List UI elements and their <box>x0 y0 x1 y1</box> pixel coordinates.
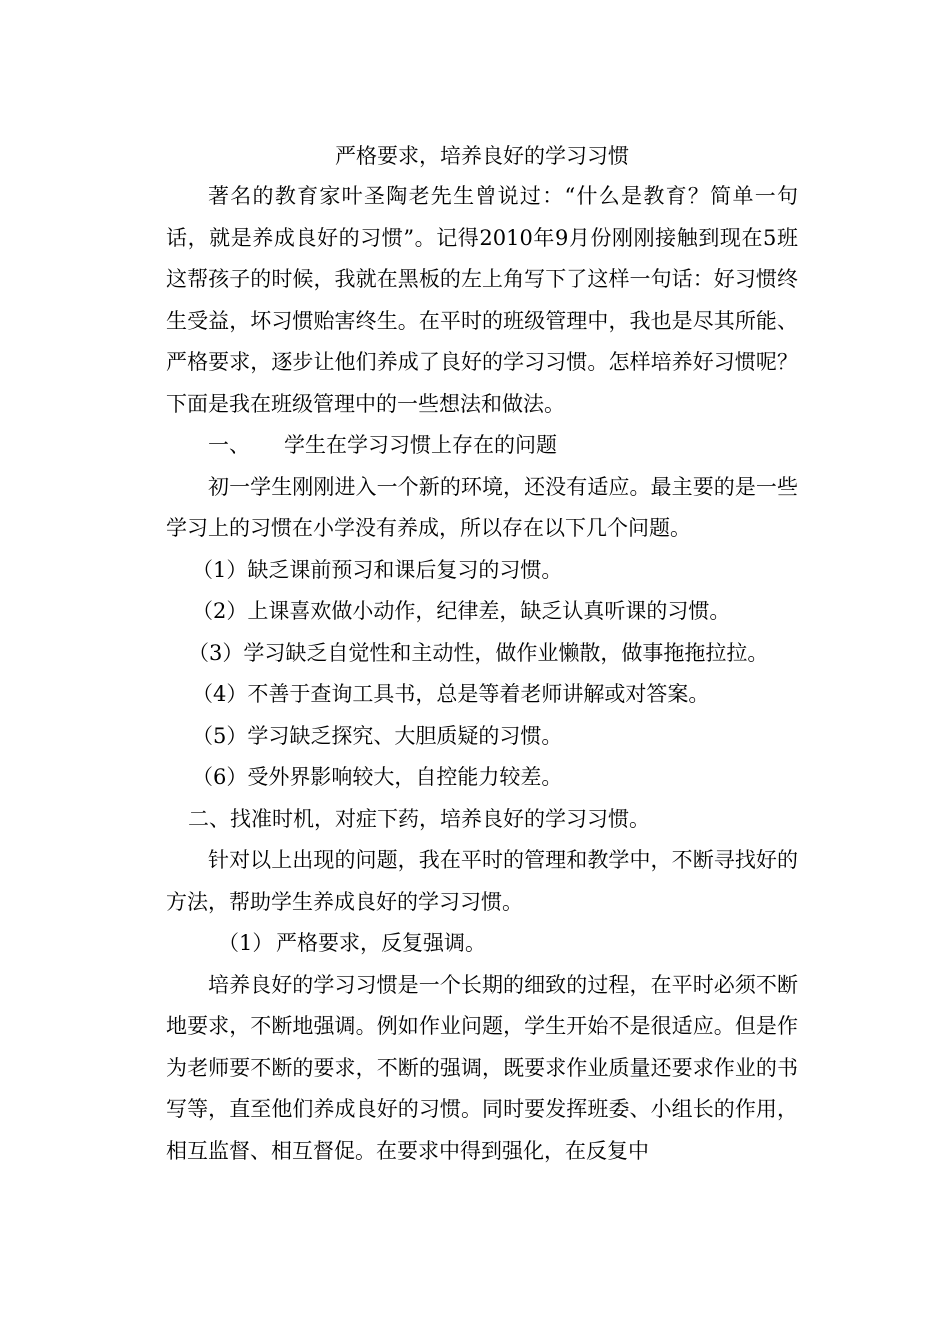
problem-item-5: （5）学习缺乏探究、大胆质疑的习惯。 <box>192 723 563 748</box>
section1-paragraph: 初一学生刚刚进入一个新的环境，还没有适应。最主要的是一些学习上的习惯在小学没有养成，所以存在以下几个问题。 <box>166 474 798 540</box>
subsection1-paragraph: 培养良好的学习习惯是一个长期的细致的过程，在平时必须不断地要求，不断地强调。例如作业问题，学生开始不是很适应。但是作为老师要不断的要求，不断的强调，既要求作业质量还要求作业的书写等，直至他们养成良好的习惯。同时要发挥班委、小组长的作用，相互监督、相互督促。在要求中得到强化，在反复中 <box>166 972 798 1163</box>
problem-item-1: （1）缺乏课前预习和课后复习的习惯。 <box>192 557 563 582</box>
problem-item-3: （3）学习缺乏自觉性和主动性，做作业懒散，做事拖拖拉拉。 <box>188 640 769 665</box>
section2-paragraph: 针对以上出现的问题，我在平时的管理和教学中，不断寻找好的方法，帮助学生养成良好的学习习惯。 <box>166 848 798 914</box>
problem-item-6: （6）受外界影响较大，自控能力较差。 <box>192 765 563 789</box>
subsection1-heading <box>166 923 798 965</box>
document-body <box>166 136 798 1172</box>
subsection1-number: （1） <box>218 931 274 955</box>
subsection1-heading-text: 严格要求，反复强调。 <box>276 931 486 955</box>
intro-paragraph: 著名的教育家叶圣陶老先生曾说过：“什么是教育？简单一句话，就是养成良好的习惯”。记得2010年9月份刚刚接触到现在5班这帮孩子的时候，我就在黑板的左上角写下了这样一句话：好习惯终生受益，坏习惯贻害终生。在平时的班级管理中，我也是尽其所能、严格要求，逐步让他们养成了良好的学习习惯。怎样培养好习惯呢？下面是我在班级管理中的一些想法和做法。 <box>166 184 798 416</box>
section2-heading: 二、找准时机，对症下药，培养良好的学习习惯。 <box>188 806 650 831</box>
section1-number: 一、 <box>208 433 250 457</box>
section1-heading <box>166 425 798 467</box>
document-title: 严格要求，培养良好的学习习惯 <box>335 144 629 168</box>
problem-item-4: （4）不善于查询工具书，总是等着老师讲解或对答案。 <box>192 682 710 706</box>
problem-item-2: （2）上课喜欢做小动作，纪律差，缺乏认真听课的习惯。 <box>192 599 731 623</box>
section1-heading-text: 学生在学习习惯上存在的问题 <box>284 433 557 457</box>
